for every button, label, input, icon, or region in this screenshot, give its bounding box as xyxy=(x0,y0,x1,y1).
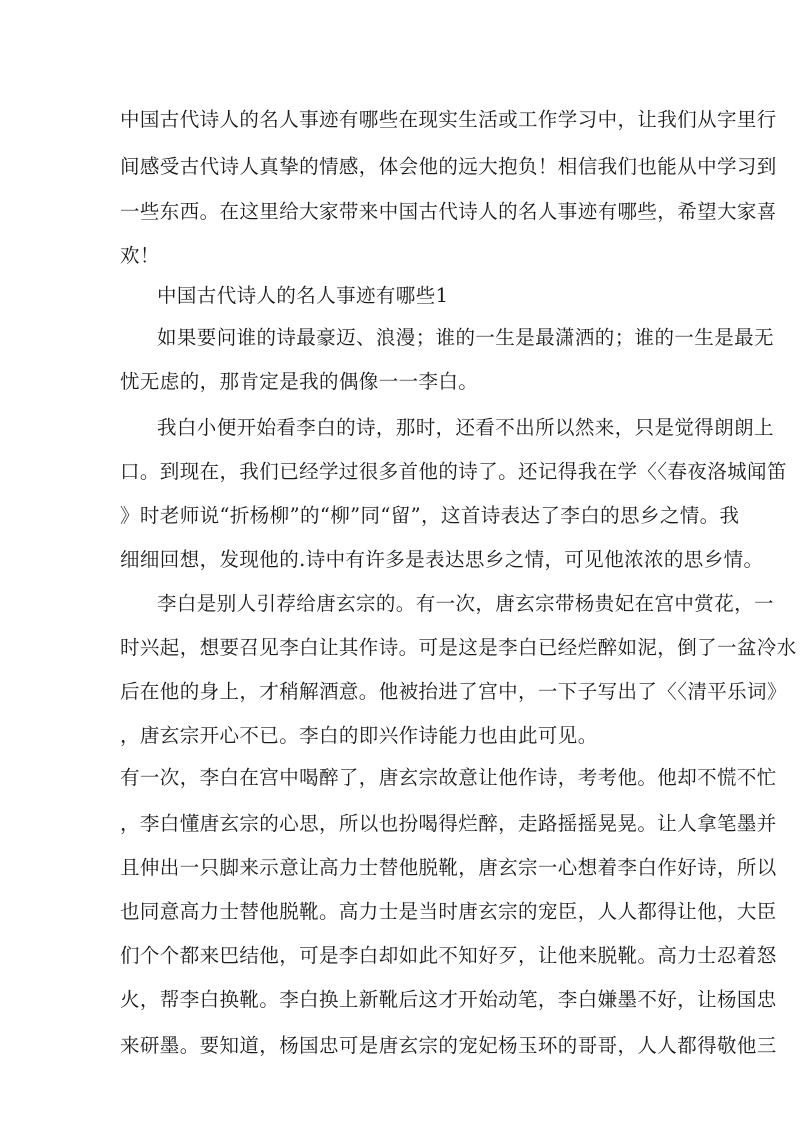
paragraph-4-line-5: 们个个都来巴结他，可是李白却如此不知好歹，让他来脱靴。高力士忍着怒 xyxy=(120,944,777,967)
paragraph-4-line-6: 火，帮李白换靴。李白换上新靴后这才开始动笔，李白嫌墨不好，让杨国忠 xyxy=(120,988,777,1011)
paragraph-4-line-3: 且伸出一只脚来示意让高力士替他脱靴，唐玄宗一心想着李白作好诗，所以 xyxy=(120,856,777,879)
intro-line-4: 欢！ xyxy=(120,244,160,267)
paragraph-2-line-1: 我白小便开始看李白的诗，那时，还看不出所以然来，只是觉得朗朗上 xyxy=(157,416,774,439)
paragraph-1-line-2: 忧无虑的，那肯定是我的偶像一一李白。 xyxy=(120,370,479,393)
paragraph-2-line-3: 》时老师说“折杨柳”的“柳”同“留”，这首诗表达了李白的思乡之情。我 xyxy=(120,504,740,527)
intro-line-2: 间感受古代诗人真挚的情感，体会他的远大抱负！相信我们也能从中学习到 xyxy=(120,155,777,178)
paragraph-3-line-3: 后在他的身上，才稍解酒意。他被抬进了宫中，一下子写出了〈〈清平乐词》 xyxy=(120,680,787,703)
paragraph-2-line-2: 口。到现在，我们已经学过很多首他的诗了。还记得我在学〈〈春夜洛城闻笛 xyxy=(120,460,787,483)
paragraph-4-line-7: 来研墨。要知道，杨国忠可是唐玄宗的宠妃杨玉环的哥哥，人人都得敬他三 xyxy=(120,1034,777,1057)
intro-line-1: 中国古代诗人的名人事迹有哪些在现实生活或工作学习中，让我们从字里行 xyxy=(120,108,777,131)
paragraph-4-line-4: 也同意高力士替他脱靴。高力士是当时唐玄宗的宠臣，人人都得让他，大臣 xyxy=(120,900,777,923)
paragraph-4-line-2: ，李白懂唐玄宗的心思，所以也扮喝得烂醉，走路摇摇晃晃。让人拿笔墨并 xyxy=(120,812,777,835)
intro-line-3: 一些东西。在这里给大家带来中国古代诗人的名人事迹有哪些，希望大家喜 xyxy=(120,200,777,223)
paragraph-3-line-1: 李白是别人引荐给唐玄宗的。有一次，唐玄宗带杨贵妃在宫中赏花，一 xyxy=(157,592,774,615)
paragraph-3-line-2: 时兴起，想要召见李白让其作诗。可是这是李白已经烂醉如泥，倒了一盆冷水 xyxy=(120,636,797,659)
section-heading: 中国古代诗人的名人事迹有哪些1 xyxy=(157,284,449,307)
paragraph-2-line-4: 细细回想，发现他的.诗中有许多是表达思乡之情，可见他浓浓的思乡情。 xyxy=(120,548,764,571)
paragraph-4-line-1: 有一次，李白在宫中喝醉了，唐玄宗故意让他作诗，考考他。他却不慌不忙 xyxy=(120,766,777,789)
paragraph-1-line-1: 如果要问谁的诗最豪迈、浪漫；谁的一生是最潇洒的；谁的一生是最无 xyxy=(157,326,774,349)
paragraph-3-line-4: ，唐玄宗开心不已。李白的即兴作诗能力也由此可见。 xyxy=(120,724,598,747)
